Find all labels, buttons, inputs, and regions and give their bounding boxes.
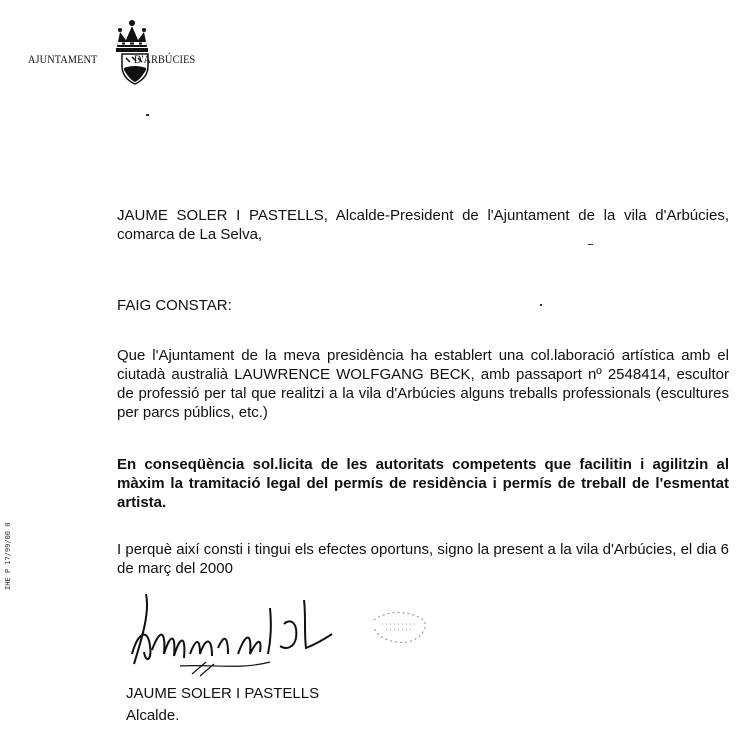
closing-paragraph: I perquè així consti i tingui els efectes oportuns, signo la present a la vila d'Arbúcies, el dia 6 de març del 2000	[117, 541, 729, 577]
signatory-role: Alcalde.	[126, 707, 180, 724]
faig-constar-heading: FAIG CONSTAR:	[117, 297, 232, 314]
scan-speck	[146, 114, 149, 116]
handwritten-signature	[120, 588, 360, 688]
intro-paragraph: JAUME SOLER I PASTELLS, Alcalde-President de l'Ajuntament de la vila d'Arbúcies, comarca de La Selva,	[117, 207, 729, 243]
scan-speck	[588, 244, 593, 245]
crown-icon	[112, 18, 152, 54]
letterhead-right-text: D'ARBÚCIES	[134, 52, 196, 66]
letterhead-left-text: AJUNTAMENT	[28, 52, 98, 66]
letterhead	[24, 14, 204, 84]
faded-stamp	[368, 606, 430, 646]
signatory-name: JAUME SOLER I PASTELLS	[126, 685, 320, 702]
request-paragraph: En conseqüència sol.licita de les autoritats competents que facilitin i agilitzin al màxim la tramitació legal del permís de residència i permís de treball de l'esmentat artista.	[117, 456, 729, 511]
side-reference-code: IHE P 17/99/00 0	[4, 522, 12, 590]
collaboration-paragraph: Que l'Ajuntament de la meva presidència ha establert una col.laboració artística amb el ciutadà australià LAUWRENCE WOLFGANG BECK, amb passaport nº 2548414, escultor de professió per tal que realitzi a la vila d'Arbúcies alguns treballs professionals (escultures per parcs públics, etc.)	[117, 347, 729, 421]
